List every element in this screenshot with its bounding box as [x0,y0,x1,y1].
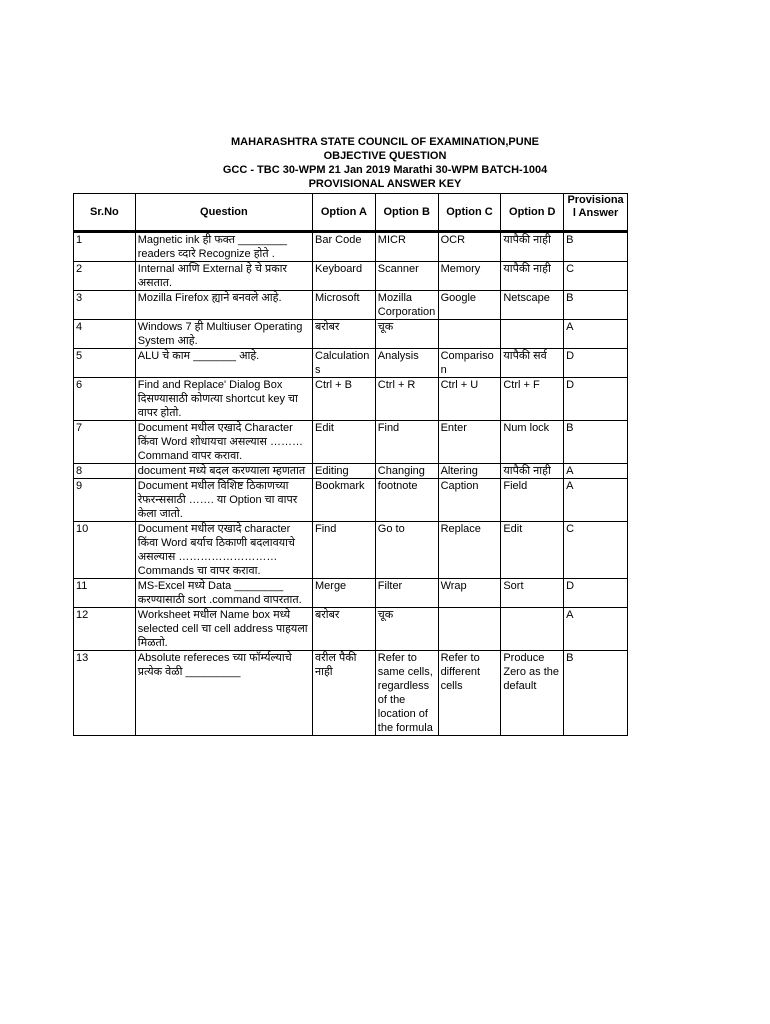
sr-no-cell: 10 [74,522,136,579]
answer-cell: D [564,349,628,378]
question-cell: Find and Replace' Dialog Box दिसण्यासाठी कोणत्या shortcut key चा वापर होतो. [135,378,312,421]
table-row [74,320,628,349]
sr-no-cell: 6 [74,378,136,421]
option-c-cell: OCR [438,232,501,262]
option-b-cell: चूक [375,608,438,651]
answer-cell: A [564,608,628,651]
option-b-cell: Analysis [375,349,438,378]
sr-no-cell: 8 [74,464,136,479]
option-a-cell: Editing [313,464,376,479]
header-option-a: Option A [313,194,376,232]
answer-key-title: PROVISIONAL ANSWER KEY [308,178,462,190]
question-cell: Internal आणि External हे चे प्रकार असतात. [135,262,312,291]
option-a-cell: Bookmark [313,479,376,522]
option-d-cell: Produce Zero as the default [501,651,564,736]
option-c-cell [438,608,501,651]
option-a-cell: Microsoft [313,291,376,320]
table-row [74,464,628,479]
option-d-cell: Field [501,479,564,522]
option-a-cell: बरोबर [313,320,376,349]
option-d-cell: यापैकी नाही [501,262,564,291]
sr-no-cell: 11 [74,579,136,608]
sr-no-cell: 12 [74,608,136,651]
sr-no-cell: 13 [74,651,136,736]
answer-rows [74,232,628,736]
answer-cell: B [564,232,628,262]
option-d-cell: यापैकी नाही [501,232,564,262]
option-d-cell [501,608,564,651]
option-d-cell: Ctrl + F [501,378,564,421]
question-cell: ALU चे काम _______ आहे. [135,349,312,378]
option-c-cell: Refer to different cells [438,651,501,736]
option-c-cell: Enter [438,421,501,464]
answer-cell: D [564,378,628,421]
header-option-c: Option C [438,194,501,232]
sr-no-cell: 9 [74,479,136,522]
table-row [74,232,628,262]
option-b-cell: Go to [375,522,438,579]
answer-cell: B [564,421,628,464]
table-row [74,291,628,320]
option-a-cell: वरील पैकी नाही [313,651,376,736]
option-c-cell: Ctrl + U [438,378,501,421]
option-a-cell: Merge [313,579,376,608]
option-b-cell: Refer to same cells, regardless of the location of the formula [375,651,438,736]
option-a-cell: Ctrl + B [313,378,376,421]
option-d-cell: Edit [501,522,564,579]
question-cell: Document मधील विशिष्ट ठिकाणच्या रेफरन्ससाठी ……. या Option चा वापर केला जातो. [135,479,312,522]
table-row [74,579,628,608]
sr-no-cell: 7 [74,421,136,464]
exam-details: GCC - TBC 30-WPM 21 Jan 2019 Marathi 30-WPM BATCH-1004 [222,164,548,176]
question-cell: Windows 7 ही Multiuser Operating System आहे. [135,320,312,349]
option-b-cell: Mozilla Corporation [375,291,438,320]
answer-cell: B [564,651,628,736]
option-c-cell: Google [438,291,501,320]
sr-no-cell: 2 [74,262,136,291]
sr-no-cell: 5 [74,349,136,378]
question-cell: Magnetic ink ही फक्त ________ readers व्दारे Recognize होते . [135,232,312,262]
answer-cell: A [564,320,628,349]
answer-cell: C [564,522,628,579]
header-answer: Provisional Answer [564,194,628,232]
option-c-cell: Caption [438,479,501,522]
option-c-cell: Altering [438,464,501,479]
document-header [120,135,650,191]
header-question: Question [135,194,312,232]
option-b-cell: Filter [375,579,438,608]
option-b-cell: footnote [375,479,438,522]
option-d-cell: Num lock [501,421,564,464]
header-srno: Sr.No [74,194,136,232]
sr-no-cell: 3 [74,291,136,320]
option-c-cell: Wrap [438,579,501,608]
question-cell: Worksheet मधील Name box मध्ये selected cell चा cell address पाहयला मिळतो. [135,608,312,651]
option-c-cell: Memory [438,262,501,291]
option-b-cell: Ctrl + R [375,378,438,421]
option-d-cell [501,320,564,349]
option-d-cell: Sort [501,579,564,608]
answer-cell: D [564,579,628,608]
option-c-cell [438,320,501,349]
option-b-cell: MICR [375,232,438,262]
question-cell: Document मधील एखादे character किंवा Word बर्याच ठिकाणी बदलावयाचे असल्यास ……………………… Commands चा वापर करावा. [135,522,312,579]
option-c-cell: Replace [438,522,501,579]
answer-cell: A [564,464,628,479]
option-c-cell: Comparison [438,349,501,378]
answer-key-table [73,193,628,736]
answer-cell: B [564,291,628,320]
table-row [74,349,628,378]
option-a-cell: बरोबर [313,608,376,651]
option-d-cell: यापैकी सर्व [501,349,564,378]
answer-cell: C [564,262,628,291]
table-row [74,608,628,651]
option-a-cell: Edit [313,421,376,464]
option-a-cell: Keyboard [313,262,376,291]
option-b-cell: Scanner [375,262,438,291]
council-title: MAHARASHTRA STATE COUNCIL OF EXAMINATION,PUNE [231,136,539,148]
question-cell: Mozilla Firefox ह्याने बनवले आहे. [135,291,312,320]
table-row [74,421,628,464]
header-option-d: Option D [501,194,564,232]
option-d-cell: यापैकी नाही [501,464,564,479]
sr-no-cell: 1 [74,232,136,262]
question-cell: Document मधील एखादे Character किंवा Word शोधायचा असल्यास ………Command वापर करावा. [135,421,312,464]
sr-no-cell: 4 [74,320,136,349]
option-a-cell: Calculations [313,349,376,378]
option-b-cell: Changing [375,464,438,479]
option-b-cell: चूक [375,320,438,349]
table-header-row [74,194,628,232]
option-b-cell: Find [375,421,438,464]
table-row [74,651,628,736]
table-row [74,378,628,421]
table-row [74,479,628,522]
question-cell: Absolute refereces च्या फॉर्म्यल्याचे प्रत्येक वेळी _________ [135,651,312,736]
option-a-cell: Bar Code [313,232,376,262]
question-cell: MS-Excel मध्ये Data ________ करण्यासाठी sort .command वापरतात. [135,579,312,608]
question-cell: document मध्ये बदल करण्याला म्हणतात [135,464,312,479]
option-a-cell: Find [313,522,376,579]
table-row [74,262,628,291]
header-option-b: Option B [375,194,438,232]
option-d-cell: Netscape [501,291,564,320]
subtitle: OBJECTIVE QUESTION [323,150,447,162]
table-row [74,522,628,579]
answer-cell: A [564,479,628,522]
